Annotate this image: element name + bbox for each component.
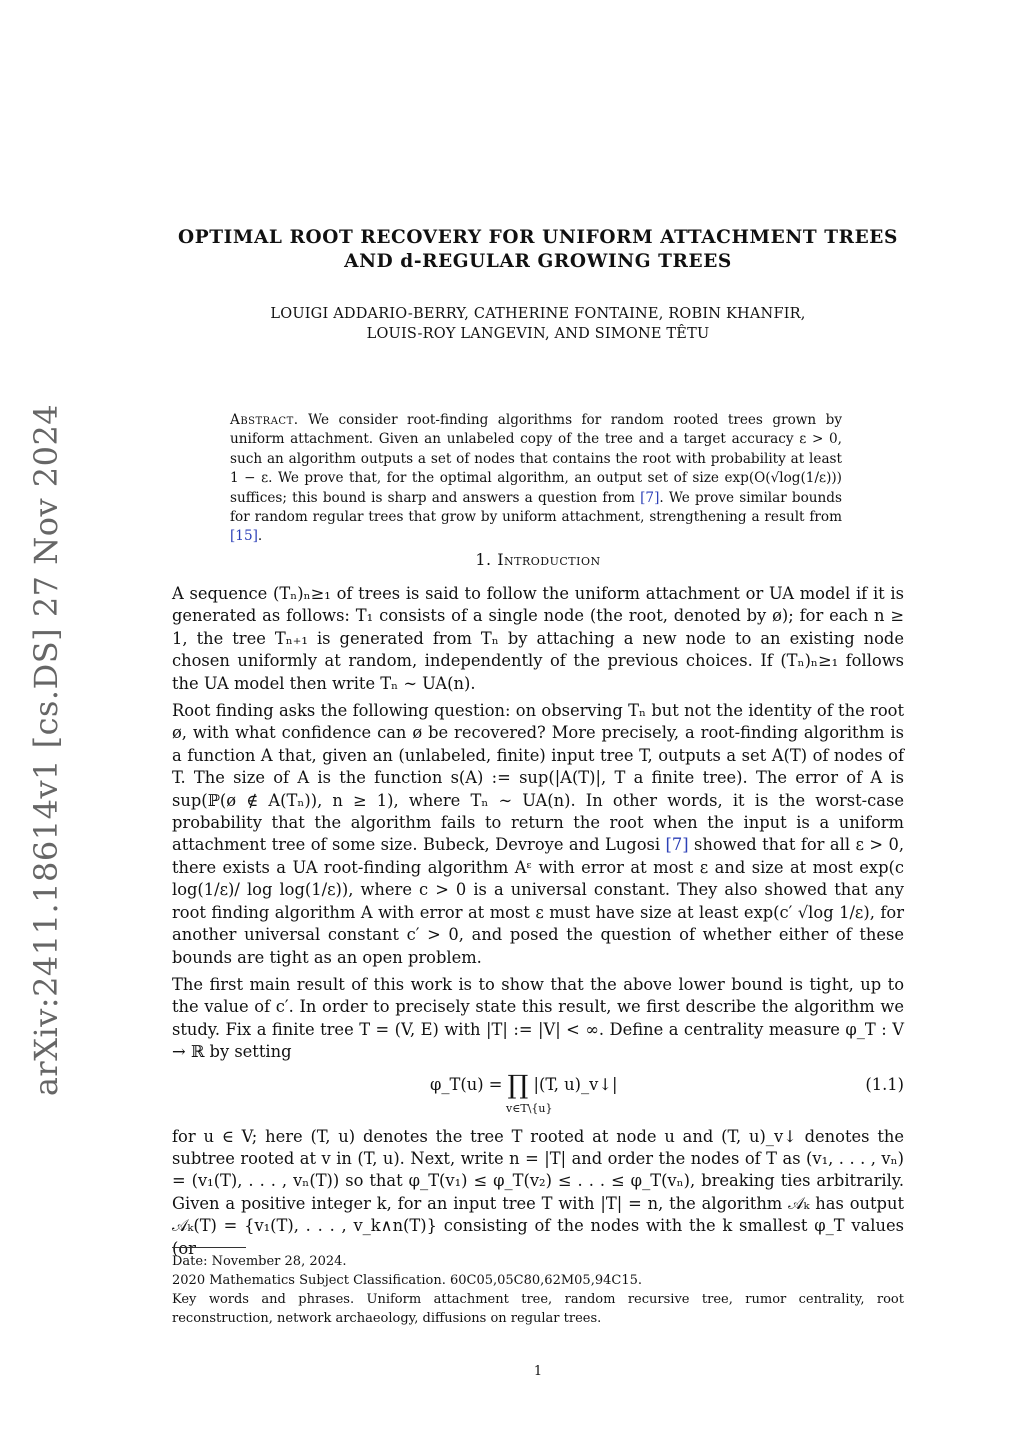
equation-lhs: φ_T(u) = [430, 1074, 503, 1094]
footnote-rule [172, 1247, 246, 1248]
equation-term: |(T, u)_v↓| [533, 1074, 618, 1094]
equation-1-1 [172, 1070, 904, 1118]
paragraph: A sequence (Tₙ)ₙ≥₁ of trees is said to follow the uniform attachment or UA model if it is generated as follows: T₁ consists of a single node (the root, denoted by ø); for each n ≥ 1, the tree Tₙ₊₁ is generated from Tₙ by attaching a new node to an existing node chosen uniformly at random, independently of the previous choices. If (Tₙ)ₙ≥₁ follows the UA model then write Tₙ ∼ UA(n). [172, 584, 904, 693]
paragraph-text: showed that for all ε > 0, there exists a UA root-finding algorithm Aᵋ with error at most ε and size at most exp(c log(1/ε)/ log log(1/ε)), where c > 0 is a universal constant. They also showed that any root finding algorithm A with error at most ε must have size at least exp(c′ √log 1/ε), for another universal constant c′ > 0, and posed the question of whether either of these bounds are tight as an open problem. [172, 835, 904, 967]
section-heading: 1. Introduction [475, 550, 601, 569]
paragraph [172, 700, 904, 969]
arxiv-sidebar [22, 403, 70, 1097]
footnotes [172, 1247, 904, 1328]
equation-body [430, 1069, 618, 1100]
title-line-1: OPTIMAL ROOT RECOVERY FOR UNIFORM ATTACHMENT TREES [178, 227, 898, 248]
page-number: 1 [533, 1364, 543, 1379]
citation-link[interactable]: [7] [640, 489, 660, 506]
citation-link[interactable]: [7] [665, 835, 689, 855]
authors-line-1: LOUIGI ADDARIO-BERRY, CATHERINE FONTAINE, ROBIN KHANFIR, [270, 306, 806, 322]
title-line-2: AND d-REGULAR GROWING TREES [344, 251, 732, 272]
body-text [172, 583, 904, 1265]
abstract [230, 411, 842, 547]
abstract-text-1: We consider root-finding algorithms for random rooted trees grown by uniform attachment. Given an unlabeled copy of the tree and a target accuracy ε > 0, such an algorithm outputs a set of nodes that contains the root with probability at least 1 − ε. We prove that, for the optimal algorithm, an output set of size exp(O(√log(1/ε))) suffices; this bound is sharp and answers a question from [230, 412, 842, 506]
paper-title [172, 226, 904, 274]
paragraph: The first main result of this work is to show that the above lower bound is tight, up to the value of c′. In order to precisely state this result, we first describe the algorithm we study. Fix a finite tree T = (V, E) with |T| := |V| < ∞. Define a centrality measure φ_T : V → ℝ by setting [172, 974, 904, 1062]
paragraph-text: Root finding asks the following question: on observing Tₙ but not the identity of the root ø, with what confidence can ø be recovered? More precisely, a root-finding algorithm is a function A that, given an (unlabeled, finite) input tree T, outputs a set A(T) of nodes of T. The size of A is the function s(A) := sup(|A(T)|, T a finite tree). The error of A is sup(ℙ(ø ∉ A(Tₙ)), n ≥ 1), where Tₙ ∼ UA(n). In other words, it is the worst-case probability that the algorithm fails to return the root when the input is a uniform attachment tree of some size. Bubeck, Devroye and Lugosi [172, 701, 904, 855]
authors-line-2: LOUIS-ROY LANGEVIN, AND SIMONE TÊTU [366, 326, 710, 342]
footnote-msc: 2020 Mathematics Subject Classification. 60C05,05C80,62M05,94C15. [172, 1273, 642, 1288]
abstract-label: Abstract. [230, 412, 299, 428]
abstract-text-3: . [257, 528, 263, 545]
equation-subscript: v∈T\{u} [506, 1101, 553, 1115]
footnote-keywords: Key words and phrases. Uniform attachment tree, random recursive tree, rumor centrality, root reconstruction, network archaeology, diffusions on regular trees. [172, 1292, 904, 1326]
product-symbol: ∏ [507, 1069, 529, 1100]
abstract-text-2: . We prove similar bounds for random regular trees that grow by uniform attachment, strengthening a result from [230, 489, 842, 526]
paragraph: for u ∈ V; here (T, u) denotes the tree T rooted at node u and (T, u)_v↓ denotes the subtree rooted at v in (T, u). Next, write n = |T| and order the nodes of T as (v₁, . . . , vₙ) = (v₁(T), . . . , vₙ(T)) so that φ_T(v₁) ≤ φ_T(v₂) ≤ . . . ≤ φ_T(vₙ), breaking ties arbitrarily. Given a positive integer k, for an input tree T with |T| = n, the algorithm 𝒜ₖ has output 𝒜ₖ(T) = {v₁(T), . . . , v_k∧n(T)} consisting of the nodes with the k smallest φ_T values (or [172, 1126, 904, 1258]
author-list [172, 304, 904, 344]
footnote-date: Date: November 28, 2024. [172, 1254, 347, 1269]
citation-link[interactable]: [15] [230, 528, 258, 545]
equation-number: (1.1) [865, 1074, 904, 1094]
arxiv-identifier: arXiv:2411.18614v1 [cs.DS] 27 Nov 2024 [27, 403, 65, 1097]
